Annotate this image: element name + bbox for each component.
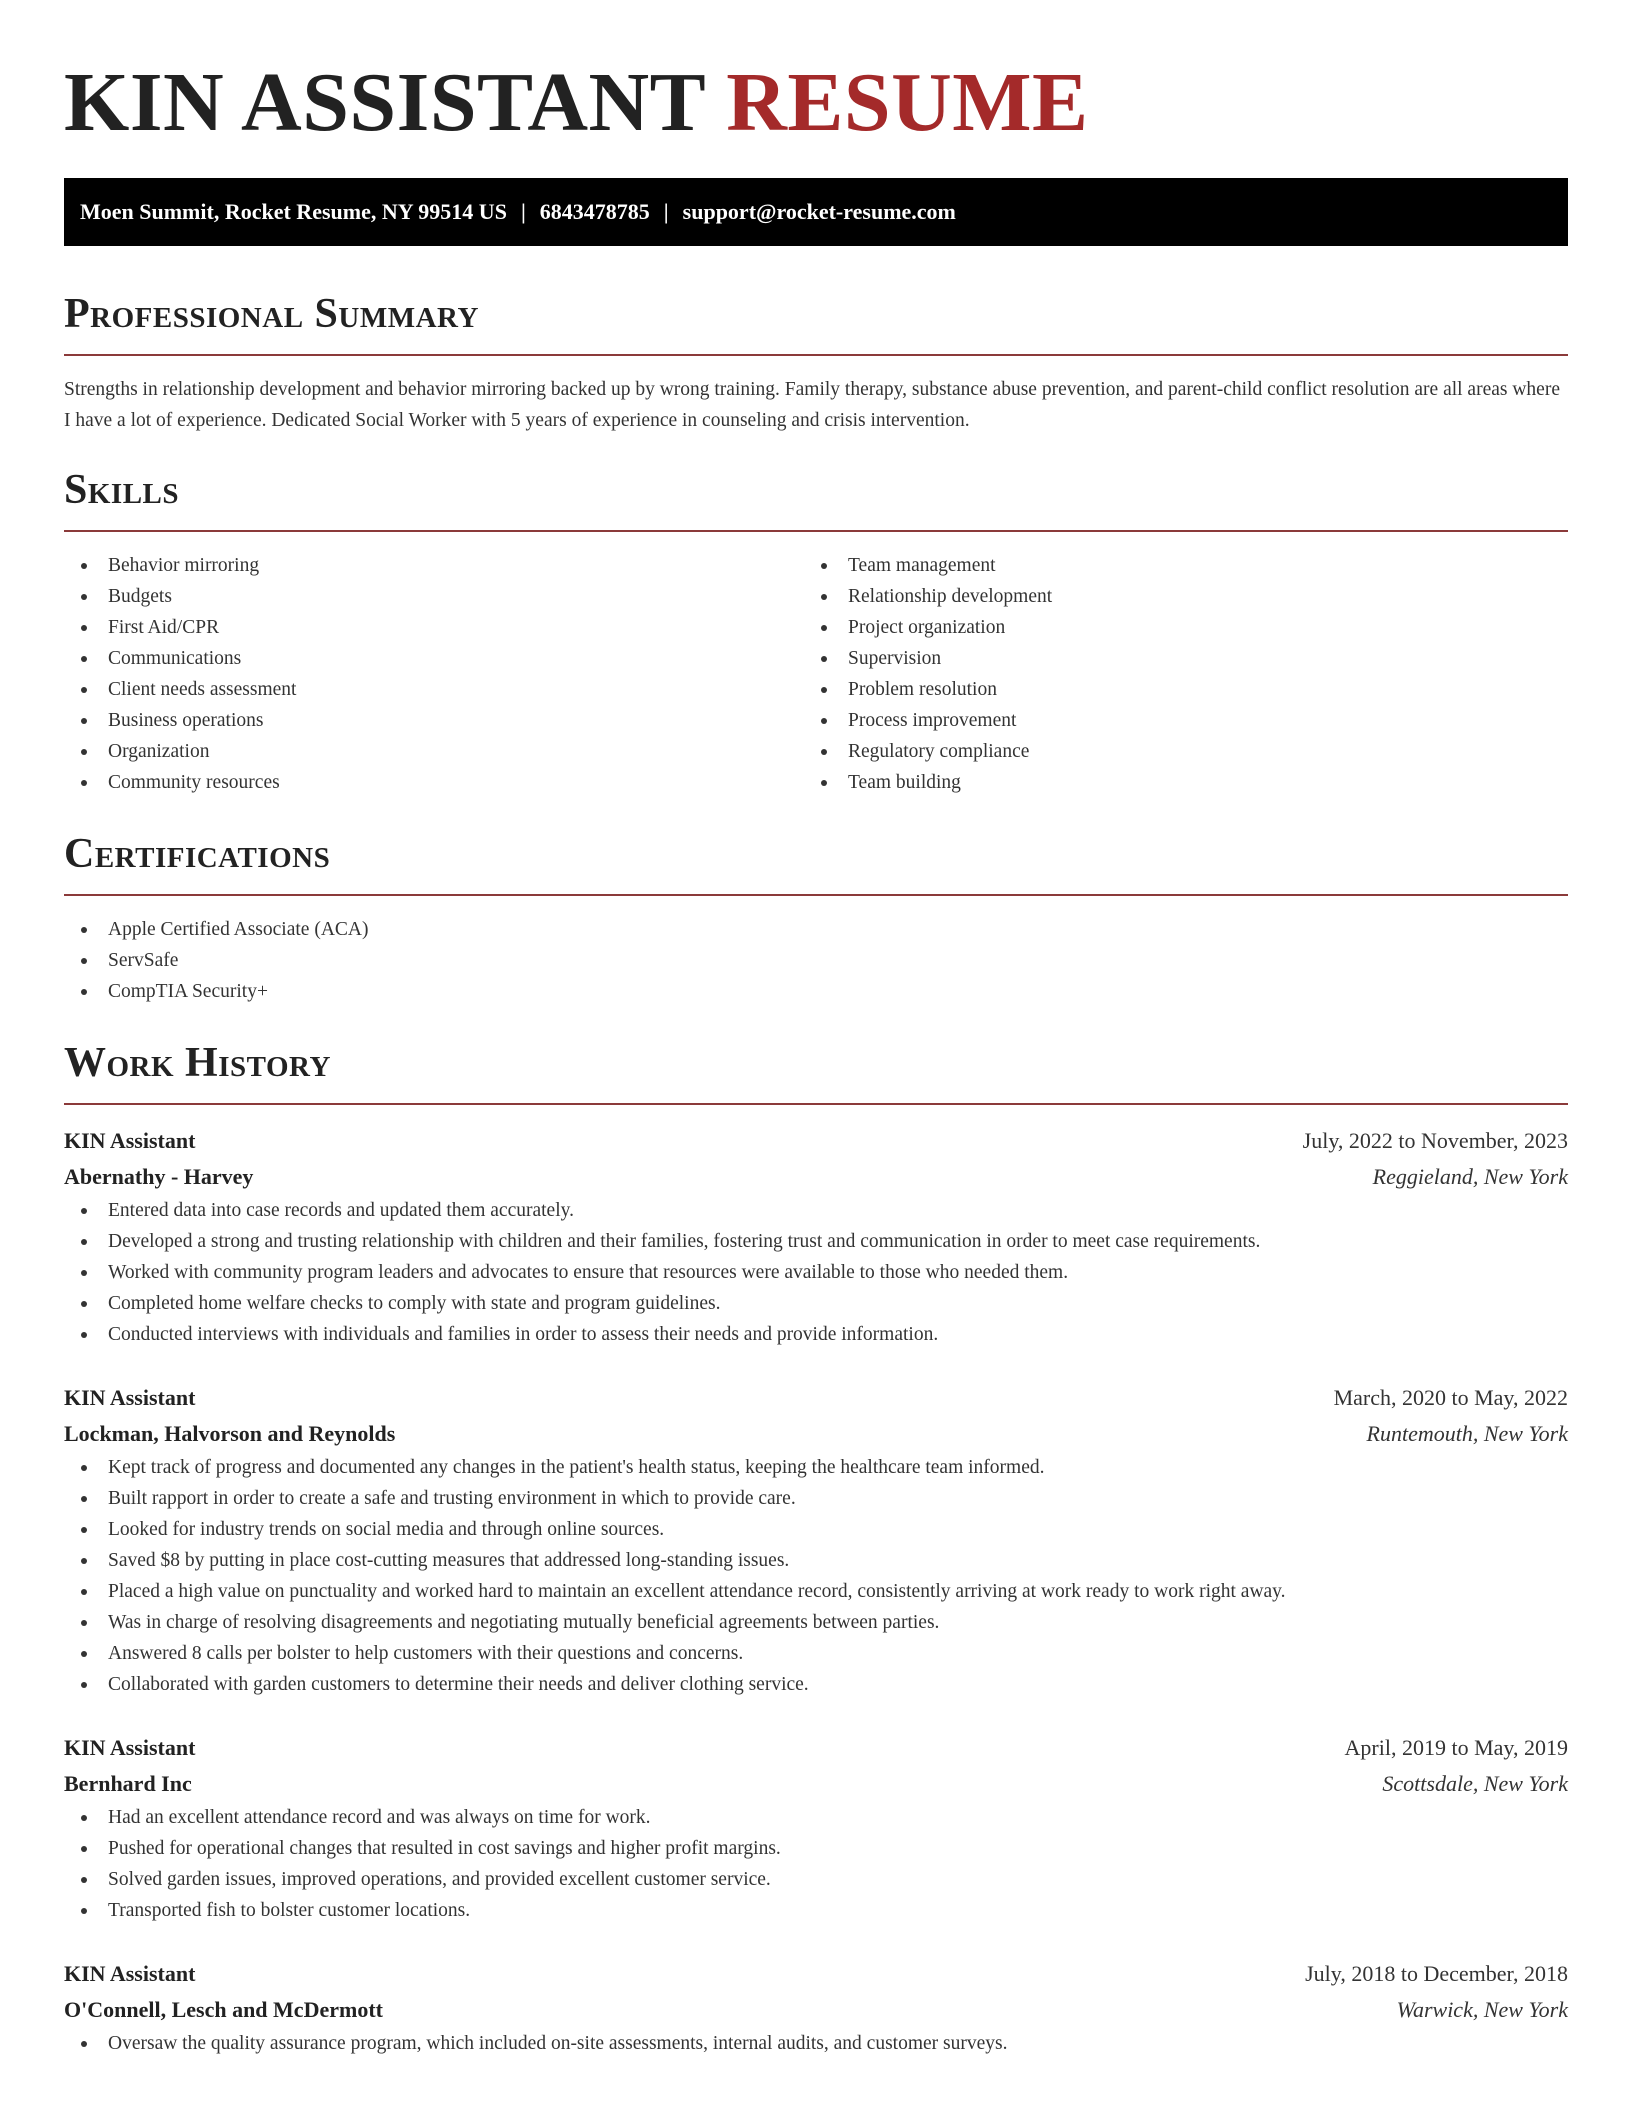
- job-duty: Answered 8 calls per bolster to help customers with their questions and concerns.: [64, 1638, 1568, 1669]
- skills-column-left: [64, 550, 804, 798]
- skills-section: [64, 466, 1568, 798]
- contact-separator: |: [663, 199, 669, 224]
- contact-email[interactable]: support@rocket-resume.com: [682, 199, 956, 224]
- work-history-section: [64, 1039, 1568, 2059]
- resume-page: [64, 0, 1568, 2059]
- job-location: Scottsdale, New York: [1382, 1771, 1568, 1796]
- skill-item: First Aid/CPR: [64, 612, 804, 643]
- skill-item: Process improvement: [804, 705, 1544, 736]
- contact-phone: 6843478785: [539, 199, 650, 224]
- skills-column-right: [804, 550, 1544, 798]
- job-duty: Conducted interviews with individuals and families in order to assess their needs and provide information.: [64, 1319, 1568, 1350]
- job-entry: [64, 1730, 1568, 1926]
- job-entry: [64, 1380, 1568, 1700]
- job-duties-list: [64, 1195, 1568, 1350]
- certifications-section: [64, 830, 1568, 1007]
- job-company: O'Connell, Lesch and McDermott: [64, 1997, 383, 2022]
- skills-columns: [64, 550, 1568, 798]
- job-duty: Collaborated with garden customers to determine their needs and deliver clothing service.: [64, 1669, 1568, 1700]
- skill-item: Team building: [804, 767, 1544, 798]
- job-duties-list: [64, 1802, 1568, 1926]
- job-entry: [64, 1956, 1568, 2059]
- job-duty: Transported fish to bolster customer locations.: [64, 1895, 1568, 1926]
- job-company-row: [64, 1416, 1568, 1452]
- job-dates: March, 2020 to May, 2022: [1333, 1385, 1568, 1410]
- job-company: Abernathy - Harvey: [64, 1164, 254, 1189]
- skill-item: Relationship development: [804, 581, 1544, 612]
- contact-separator: |: [520, 199, 526, 224]
- job-company-row: [64, 1766, 1568, 1802]
- job-title: KIN Assistant: [64, 1735, 196, 1760]
- summary-section: [64, 290, 1568, 436]
- resume-title: [64, 58, 1568, 148]
- job-duty: Was in charge of resolving disagreements and negotiating mutually beneficial agreements between parties.: [64, 1607, 1568, 1638]
- section-divider: [64, 530, 1568, 532]
- certification-item: CompTIA Security+: [64, 976, 1568, 1007]
- skill-item: Budgets: [64, 581, 804, 612]
- job-company: Lockman, Halvorson and Reynolds: [64, 1421, 396, 1446]
- skills-list-left: [64, 550, 804, 798]
- skill-item: Behavior mirroring: [64, 550, 804, 581]
- job-header-row: [64, 1380, 1568, 1416]
- section-divider: [64, 354, 1568, 356]
- job-entry: [64, 1123, 1568, 1350]
- job-location: Warwick, New York: [1396, 1997, 1568, 2022]
- skill-item: Community resources: [64, 767, 804, 798]
- certification-item: ServSafe: [64, 945, 1568, 976]
- job-company-row: [64, 1992, 1568, 2028]
- job-duty: Had an excellent attendance record and was always on time for work.: [64, 1802, 1568, 1833]
- skills-heading: Skills: [64, 467, 180, 513]
- title-name: KIN ASSISTANT: [64, 56, 705, 149]
- contact-address: Moen Summit, Rocket Resume, NY 99514 US: [80, 199, 507, 224]
- job-header-row: [64, 1956, 1568, 1992]
- skills-list-right: [804, 550, 1544, 798]
- job-title: KIN Assistant: [64, 1961, 196, 1986]
- skill-item: Project organization: [804, 612, 1544, 643]
- title-resume-word: RESUME: [726, 56, 1089, 149]
- section-divider: [64, 1103, 1568, 1105]
- job-company-row: [64, 1159, 1568, 1195]
- job-dates: July, 2018 to December, 2018: [1305, 1961, 1568, 1986]
- job-duties-list: [64, 2028, 1568, 2059]
- certification-item: Apple Certified Associate (ACA): [64, 914, 1568, 945]
- job-dates: April, 2019 to May, 2019: [1344, 1735, 1568, 1760]
- contact-bar: [64, 178, 1568, 246]
- job-duty: Saved $8 by putting in place cost-cutting measures that addressed long-standing issues.: [64, 1545, 1568, 1576]
- job-duty: Entered data into case records and updated them accurately.: [64, 1195, 1568, 1226]
- job-duty: Built rapport in order to create a safe and trusting environment in which to provide care.: [64, 1483, 1568, 1514]
- job-company: Bernhard Inc: [64, 1771, 192, 1796]
- job-header-row: [64, 1123, 1568, 1159]
- summary-heading: Professional Summary: [64, 291, 479, 337]
- job-dates: July, 2022 to November, 2023: [1302, 1128, 1568, 1153]
- skill-item: Client needs assessment: [64, 674, 804, 705]
- skill-item: Organization: [64, 736, 804, 767]
- summary-text: Strengths in relationship development and behavior mirroring backed up by wrong training. Family therapy, substance abuse prevention, and parent-child conflict resolution are all areas where I have a lot of experience. Dedicated Social Worker with 5 years of experience in counseling and crisis intervention.: [64, 379, 1560, 431]
- job-duties-list: [64, 1452, 1568, 1700]
- job-duty: Placed a high value on punctuality and worked hard to maintain an excellent attendance record, consistently arriving at work ready to work right away.: [64, 1576, 1568, 1607]
- job-location: Runtemouth, New York: [1366, 1421, 1568, 1446]
- work-history-heading: Work History: [64, 1040, 331, 1086]
- skill-item: Regulatory compliance: [804, 736, 1544, 767]
- job-duty: Pushed for operational changes that resulted in cost savings and higher profit margins.: [64, 1833, 1568, 1864]
- job-duty: Developed a strong and trusting relationship with children and their families, fostering trust and communication in order to meet case requirements.: [64, 1226, 1568, 1257]
- job-duty: Oversaw the quality assurance program, which included on-site assessments, internal audits, and customer surveys.: [64, 2028, 1568, 2059]
- job-duty: Kept track of progress and documented any changes in the patient's health status, keeping the healthcare team informed.: [64, 1452, 1568, 1483]
- skill-item: Supervision: [804, 643, 1544, 674]
- job-location: Reggieland, New York: [1372, 1164, 1568, 1189]
- job-header-row: [64, 1730, 1568, 1766]
- skill-item: Communications: [64, 643, 804, 674]
- job-duty: Worked with community program leaders and advocates to ensure that resources were available to those who needed them.: [64, 1257, 1568, 1288]
- job-title: KIN Assistant: [64, 1128, 196, 1153]
- certifications-list: [64, 914, 1568, 1007]
- certifications-heading: Certifications: [64, 831, 331, 877]
- skill-item: Problem resolution: [804, 674, 1544, 705]
- job-title: KIN Assistant: [64, 1385, 196, 1410]
- section-divider: [64, 894, 1568, 896]
- skill-item: Team management: [804, 550, 1544, 581]
- job-duty: Solved garden issues, improved operations, and provided excellent customer service.: [64, 1864, 1568, 1895]
- skill-item: Business operations: [64, 705, 804, 736]
- job-duty: Looked for industry trends on social media and through online sources.: [64, 1514, 1568, 1545]
- job-duty: Completed home welfare checks to comply with state and program guidelines.: [64, 1288, 1568, 1319]
